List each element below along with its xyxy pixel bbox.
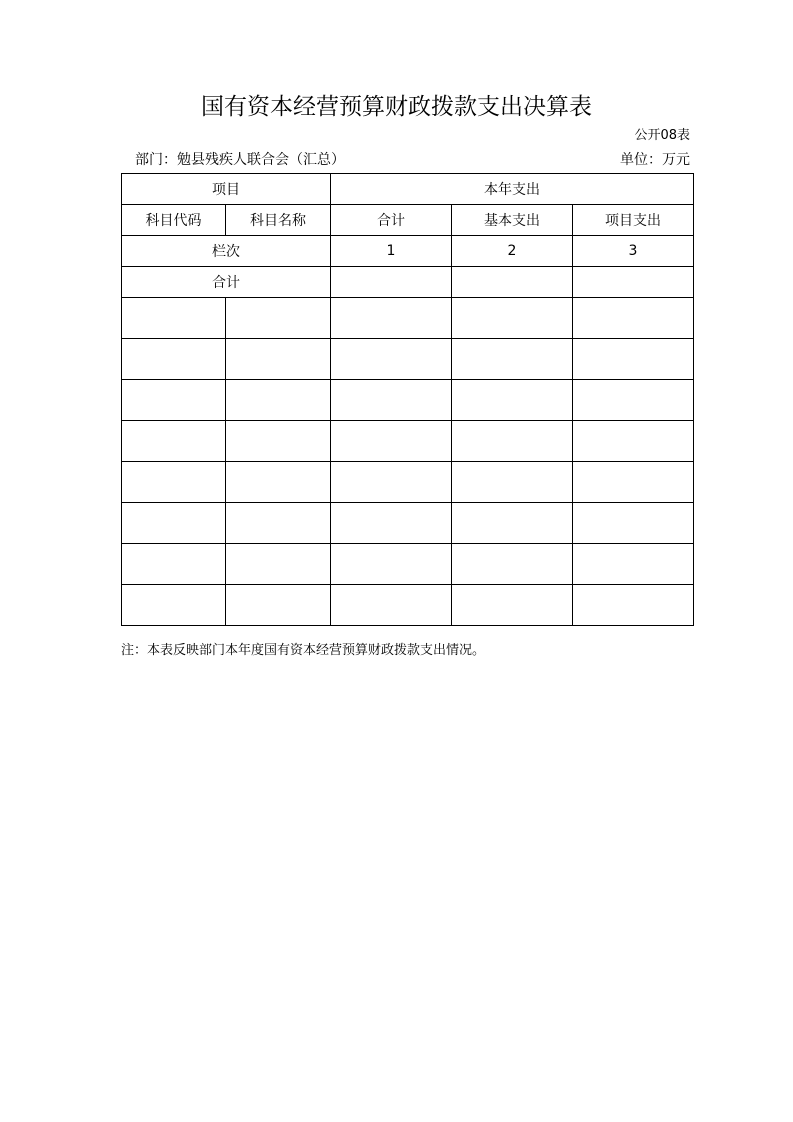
table-cell bbox=[226, 585, 331, 626]
table-cell bbox=[122, 544, 226, 585]
table-row bbox=[122, 380, 694, 421]
table-cell bbox=[573, 462, 694, 503]
table-cell bbox=[452, 298, 573, 339]
table-row bbox=[122, 462, 694, 503]
table-cell bbox=[122, 339, 226, 380]
total-row bbox=[122, 267, 694, 298]
total-value-cell bbox=[331, 267, 452, 298]
table-cell bbox=[573, 339, 694, 380]
table-cell bbox=[573, 503, 694, 544]
total-basic-cell bbox=[452, 267, 573, 298]
table-cell bbox=[452, 544, 573, 585]
col-project-expense: 项目支出 bbox=[573, 205, 694, 236]
total-project-cell bbox=[573, 267, 694, 298]
table-cell bbox=[226, 503, 331, 544]
table-cell bbox=[122, 298, 226, 339]
table-cell bbox=[122, 380, 226, 421]
table-cell bbox=[452, 339, 573, 380]
expenditure-table bbox=[121, 173, 694, 626]
department-label: 部门：勉县残疾人联合会（汇总） bbox=[135, 152, 345, 168]
table-cell bbox=[331, 585, 452, 626]
table-cell bbox=[331, 421, 452, 462]
table-cell bbox=[226, 544, 331, 585]
table-cell bbox=[331, 544, 452, 585]
index-2: 2 bbox=[452, 236, 573, 267]
table-cell bbox=[573, 380, 694, 421]
table-cell bbox=[452, 585, 573, 626]
form-number: 公开08表 bbox=[634, 128, 690, 143]
col-basic-expense: 基本支出 bbox=[452, 205, 573, 236]
table-cell bbox=[452, 421, 573, 462]
table-cell bbox=[452, 462, 573, 503]
total-label: 合计 bbox=[122, 267, 331, 298]
table-cell bbox=[226, 462, 331, 503]
header-expense: 本年支出 bbox=[331, 174, 694, 205]
table-cell bbox=[122, 585, 226, 626]
header-project: 项目 bbox=[122, 174, 331, 205]
index-3: 3 bbox=[573, 236, 694, 267]
table-cell bbox=[122, 503, 226, 544]
table-cell bbox=[331, 298, 452, 339]
table-cell bbox=[331, 462, 452, 503]
table-cell bbox=[573, 298, 694, 339]
table-cell bbox=[226, 421, 331, 462]
table-cell bbox=[573, 544, 694, 585]
table-row bbox=[122, 339, 694, 380]
table-row bbox=[122, 585, 694, 626]
header-row-1 bbox=[122, 174, 694, 205]
table-cell bbox=[226, 339, 331, 380]
table-cell bbox=[573, 585, 694, 626]
table-cell bbox=[331, 380, 452, 421]
table-cell bbox=[331, 339, 452, 380]
col-subject-code: 科目代码 bbox=[122, 205, 226, 236]
table-row bbox=[122, 503, 694, 544]
table-cell bbox=[122, 421, 226, 462]
unit-label: 单位：万元 bbox=[620, 152, 690, 168]
table-cell bbox=[331, 503, 452, 544]
table-cell bbox=[452, 380, 573, 421]
table-row bbox=[122, 421, 694, 462]
table-row bbox=[122, 544, 694, 585]
table-cell bbox=[122, 462, 226, 503]
table-cell bbox=[226, 380, 331, 421]
index-1: 1 bbox=[331, 236, 452, 267]
footnote: 注：本表反映部门本年度国有资本经营预算财政拨款支出情况。 bbox=[121, 643, 486, 658]
col-total: 合计 bbox=[331, 205, 452, 236]
page-title: 国有资本经营预算财政拨款支出决算表 bbox=[201, 94, 592, 120]
table-cell bbox=[452, 503, 573, 544]
table-cell bbox=[226, 298, 331, 339]
index-row bbox=[122, 236, 694, 267]
header-row-2 bbox=[122, 205, 694, 236]
col-subject-name: 科目名称 bbox=[226, 205, 331, 236]
row-index-label: 栏次 bbox=[122, 236, 331, 267]
table-row bbox=[122, 298, 694, 339]
table-cell bbox=[573, 421, 694, 462]
